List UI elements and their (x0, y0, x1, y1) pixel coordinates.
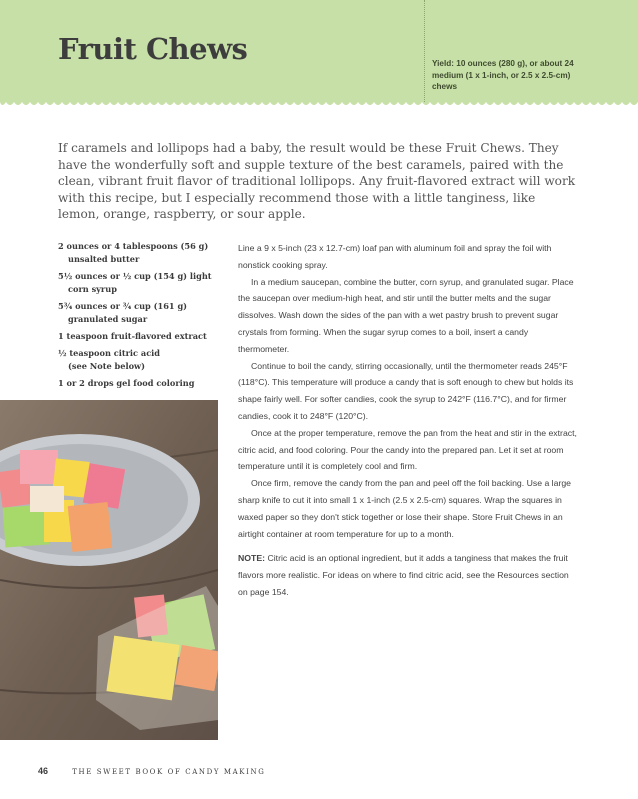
method-step: Line a 9 x 5-inch (23 x 12.7-cm) loaf pan with aluminum foil and spray the foil with nonstick cooking spray. (238, 243, 552, 270)
recipe-note (238, 550, 580, 600)
ingredient-item: 5½ ounces or ½ cup (154 g) light corn syrup (58, 271, 212, 294)
header-divider (424, 0, 425, 102)
ingredient-list (58, 240, 228, 394)
page-footer (38, 766, 265, 776)
scalloped-edge (0, 96, 638, 108)
intro-paragraph: If caramels and lollipops had a baby, the result would be these Fruit Chews. They have the wonderfully soft and supple texture of the best caramels, paired with the clean, vibrant fruit flavor of traditional lollipops. Any fruit-flavored extract will work with this recipe, but I especially recommend those with a little tanginess, like lemon, orange, raspberry, or sour apple. (58, 141, 576, 222)
ingredient-item: 2 ounces or 4 tablespoons (56 g) unsalted butter (58, 241, 209, 264)
ingredient-item: 1 or 2 drops gel food coloring (58, 378, 195, 388)
recipe-title: Fruit Chews (58, 32, 248, 66)
book-title: THE SWEET BOOK OF CANDY MAKING (72, 768, 266, 776)
ingredient-item: 1 teaspoon fruit-flavored extract (58, 331, 207, 341)
page-number: 46 (38, 766, 49, 776)
method-step: Once firm, remove the candy from the pan and peel off the foil backing. Use a large sharp knife to cut it into small 1 x 1-inch (2.5 x 2.5-cm) squares. Wrap the squares in waxed paper so they don't stick together or lose their shape. Store Fruit Chews in an airtight container at room temperature for up to a month. (238, 478, 572, 539)
method-step: In a medium saucepan, combine the butter, corn syrup, and granulated sugar. Place the saucepan over medium-high heat, and stir until the butter melts and the sugar dissolves. Wash down the sides of the pan with a wet pastry brush to prevent sugar crystals from forming. When the sugar syrup comes to a boil, insert a candy thermometer. (238, 276, 574, 354)
fruit-chews-photo (0, 400, 218, 740)
method-step: Once at the proper temperature, remove the pan from the heat and stir in the extract, citric acid, and food coloring. Pour the candy into the prepared pan. Let it set at room temperature until it is completely cool and firm. (238, 427, 577, 472)
ingredient-item: 5¾ ounces or ¾ cup (161 g) granulated sugar (58, 301, 188, 324)
method-section (238, 240, 580, 601)
note-text: Citric acid is an optional ingredient, but it adds a tanginess that makes the fruit flavors more realistic. For ideas on where to find citric acid, see the Resources section on page 154. (238, 553, 569, 597)
yield-info: Yield: 10 ounces (280 g), or about 24 medium (1 x 1-inch, or 2.5 x 2.5-cm) chews (432, 59, 574, 91)
method-step: Continue to boil the candy, stirring occasionally, until the thermometer reads 245°F (118°C). This temperature will produce a candy that is soft enough to chew but holds its shape fairly well. For softer candies, cook the syrup to 242°F (116.7°C), and for firmer candies, cook it to 248°F (120°C). (238, 360, 574, 421)
ingredient-item: ½ teaspoon citric acid (see Note below) (58, 348, 161, 371)
note-label: NOTE: (238, 553, 266, 564)
